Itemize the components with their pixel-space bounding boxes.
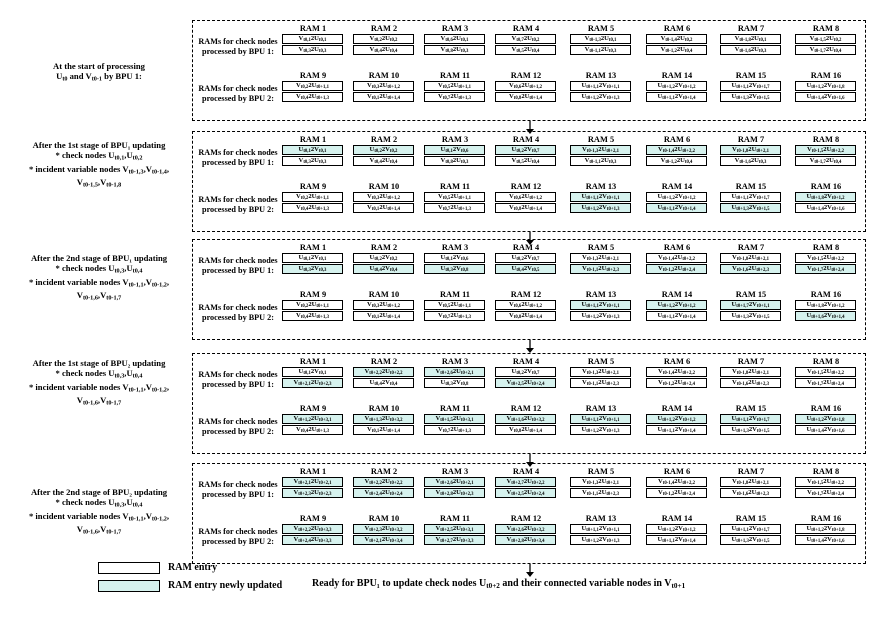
ram-entry: $U_{t0,2}2V_{t0,2}$ xyxy=(353,253,414,263)
ram-title: RAM 15 xyxy=(735,514,767,523)
legend-label-entry: RAM entry xyxy=(168,562,218,573)
ram-entry-updated: $V_{t0+2,6}2U_{t0+2,1}$ xyxy=(424,477,485,487)
stage-box-2 xyxy=(192,131,866,232)
ram-title: RAM 2 xyxy=(370,243,398,252)
ram-title: RAM 5 xyxy=(587,24,615,33)
ram-title: RAM 10 xyxy=(368,404,400,413)
stage-box-4 xyxy=(192,353,866,454)
ram-title: RAM 15 xyxy=(735,290,767,299)
down-arrow-icon xyxy=(524,564,536,578)
ram-title: RAM 3 xyxy=(441,243,469,252)
ram-entry-updated: $U_{t0+1,2}2V_{t0+1,2}$ xyxy=(646,414,707,424)
stage-label-5: After the 2nd stage of BPU₂ updating * check nodes $U_{t0,3},U_{t0,4}$ * incident variable nodes $V_{t0-1,1},V_{t0-1,2}$, $V_{t0-1,6},V_{t0-1,7}$ xyxy=(28,487,170,536)
ram-title: RAM 7 xyxy=(737,24,765,33)
ram-entry-updated: $V_{t0+2,1}2U_{t0+2,3}$ xyxy=(282,378,343,388)
ram-entry: $V_{t0,5}2U_{t0+1,1}$ xyxy=(424,81,485,91)
ram-entry-updated: $U_{t0+1,1}2V_{t0+1,1}$ xyxy=(570,192,631,202)
ram-entry: $V_{t0,8}2U_{t0,3}$ xyxy=(424,45,485,55)
ram-title: RAM 10 xyxy=(368,514,400,523)
ram-entry: $V_{t0,5}2U_{t0,4}$ xyxy=(495,156,556,166)
ram-entry: $U_{t0+1,2}2V_{t0+1,8}$ xyxy=(795,524,856,534)
ram-entry: $V_{t0,8}2U_{t0+1,4}$ xyxy=(495,425,556,435)
ram-entry: $U_{t0+1,2}2V_{t0+1,8}$ xyxy=(795,81,856,91)
ram-title: RAM 5 xyxy=(587,357,615,366)
ram-title: RAM 9 xyxy=(299,182,327,191)
ram-entry: $V_{t0,5}2U_{t0+1,1}$ xyxy=(424,192,485,202)
ram-entry: $U_{t0+1,8}2V_{t0+1,2}$ xyxy=(795,300,856,310)
ram-title: RAM 14 xyxy=(661,404,693,413)
ram-title: RAM 1 xyxy=(299,24,327,33)
ram-title: RAM 11 xyxy=(439,514,470,523)
ram-entry-updated: $V_{t0+1,2}2U_{t0+3,1}$ xyxy=(282,414,343,424)
ram-entry: $V_{t0-1,2}2U_{t0+2,4}$ xyxy=(646,378,707,388)
ram-entry: $V_{t0,6}2U_{t0+1,2}$ xyxy=(495,81,556,91)
ram-entry-updated: $V_{t0+2,8}2U_{t0+3,4}$ xyxy=(495,535,556,545)
ram-title: RAM 9 xyxy=(299,514,327,523)
ram-entry: $V_{t0-1,5}2U_{t0+2,2}$ xyxy=(795,253,856,263)
ram-entry: $U_{t0+1,2}2V_{t0+1,3}$ xyxy=(570,535,631,545)
ram-entry: $U_{t0,2}2V_{t0,7}$ xyxy=(495,253,556,263)
ram-entry: $V_{t0,1}2U_{t0+1,4}$ xyxy=(353,203,414,213)
ram-entry: $V_{t0-1,6}2U_{t0+2,3}$ xyxy=(720,488,781,498)
ram-entry: $V_{t0-1,2}2U_{t0,4}$ xyxy=(646,45,707,55)
ram-entry-updated: $V_{t0+2,6}2U_{t0+3,2}$ xyxy=(495,524,556,534)
ram-entry: $V_{t0-1,8}2U_{t0+2,1}$ xyxy=(720,367,781,377)
ram-title: RAM 13 xyxy=(585,404,617,413)
ram-entry: $V_{t0,2}2U_{t0+1,1}$ xyxy=(282,192,343,202)
ram-entry-updated: $V_{t0+2,1}2U_{t0+3,4}$ xyxy=(353,535,414,545)
ram-entry: $V_{t0-1,5}2U_{t0,2}$ xyxy=(795,34,856,44)
ram-entry: $V_{t0,8}2U_{t0+1,4}$ xyxy=(495,311,556,321)
ram-entry-updated: $V_{t0+1,3}2U_{t0+3,2}$ xyxy=(353,414,414,424)
ram-entry: $V_{t0,4}2U_{t0,4}$ xyxy=(353,45,414,55)
ram-entry: $V_{t0-1,7}2U_{t0+2,4}$ xyxy=(795,488,856,498)
ram-entry: $V_{t0,3}2U_{t0,3}$ xyxy=(282,156,343,166)
ram-entry-updated: $U_{t0,1}2V_{t0,1}$ xyxy=(282,145,343,155)
ram-entry: $V_{t0,4}2U_{t0+1,3}$ xyxy=(282,311,343,321)
ram-entry: $U_{t0+1,1}2V_{t0+1,7}$ xyxy=(720,81,781,91)
bpu-label-2: RAMs for check nodes processed by BPU 2: xyxy=(198,527,278,546)
ram-entry: $U_{t0,1}2V_{t0,6}$ xyxy=(424,253,485,263)
ram-entry-updated: $V_{t0+1,6}2U_{t0+3,2}$ xyxy=(495,414,556,424)
ram-title: RAM 13 xyxy=(585,514,617,523)
ram-entry: $U_{t0,4}2V_{t0,4}$ xyxy=(353,378,414,388)
ram-title: RAM 2 xyxy=(370,357,398,366)
ram-entry-updated: $U_{t0+1,2}2V_{t0+1,2}$ xyxy=(646,300,707,310)
ram-title: RAM 8 xyxy=(812,135,840,144)
ram-entry: $U_{t0+1,1}2V_{t0+1,4}$ xyxy=(646,425,707,435)
ram-title: RAM 16 xyxy=(810,514,842,523)
ram-title: RAM 2 xyxy=(370,467,398,476)
ram-entry: $U_{t0+1,4}2V_{t0+1,6}$ xyxy=(795,535,856,545)
ram-entry-updated: $V_{t0+2,5}2U_{t0+2,4}$ xyxy=(495,488,556,498)
ram-title: RAM 4 xyxy=(512,135,540,144)
ram-entry: $V_{t0,7}2U_{t0+1,3}$ xyxy=(424,92,485,102)
ram-title: RAM 11 xyxy=(439,71,470,80)
ram-title: RAM 7 xyxy=(737,467,765,476)
ram-entry-updated: $V_{t0+2,2}2U_{t0+3,3}$ xyxy=(282,524,343,534)
ram-entry: $U_{t0+1,3}2V_{t0+1,5}$ xyxy=(720,425,781,435)
ram-entry-updated: $U_{t0+1,1}2V_{t0+1,7}$ xyxy=(720,414,781,424)
ram-entry: $V_{t0-1,4}2U_{t0+2,2}$ xyxy=(646,477,707,487)
ram-title: RAM 5 xyxy=(587,467,615,476)
ram-entry: $V_{t0,1}2U_{t0+1,4}$ xyxy=(353,425,414,435)
ram-entry: $U_{t0+1,1}2V_{t0+1,4}$ xyxy=(646,311,707,321)
ram-entry: $U_{t0,1}2V_{t0,1}$ xyxy=(282,253,343,263)
ram-entry-updated: $U_{t0+1,1}2V_{t0+1,1}$ xyxy=(570,300,631,310)
ram-title: RAM 12 xyxy=(510,404,542,413)
ram-entry-updated: $V_{t0+2,6}2U_{t0+2,1}$ xyxy=(424,367,485,377)
stage-label-2: After the 1st stage of BPU₁ updating * check nodes $U_{t0,1},U_{t0,2}$ * incident variable nodes $V_{t0-1,3},V_{t0-1,4}$, $V_{t0-1,5},V_{t0-1,8}$ xyxy=(28,140,170,189)
ram-entry-updated: $U_{t0,1}2V_{t0,6}$ xyxy=(424,145,485,155)
ram-title: RAM 8 xyxy=(812,357,840,366)
ram-title: RAM 14 xyxy=(661,290,693,299)
ram-entry: $V_{t0,2}2U_{t0,2}$ xyxy=(353,34,414,44)
ram-entry-updated: $U_{t0+1,2}2V_{t0+1,3}$ xyxy=(570,203,631,213)
ram-entry: $V_{t0-1,8}2U_{t0,1}$ xyxy=(720,34,781,44)
ram-title: RAM 12 xyxy=(510,71,542,80)
ram-entry-updated: $V_{t0+2,8}2U_{t0+2,3}$ xyxy=(424,488,485,498)
ram-entry: $V_{t0,8}2U_{t0+1,4}$ xyxy=(495,92,556,102)
footer-caption xyxy=(312,578,685,592)
ram-entry-updated: $V_{t0+1,5}2U_{t0+3,1}$ xyxy=(424,414,485,424)
ram-entry: $U_{t0+1,2}2V_{t0+1,3}$ xyxy=(570,92,631,102)
ram-entry-updated: $V_{t0+2,1}2U_{t0+2,1}$ xyxy=(282,477,343,487)
bpu-label-2: RAMs for check nodes processed by BPU 2: xyxy=(198,417,278,436)
ram-entry: $V_{t0-1,5}2U_{t0+2,2}$ xyxy=(795,477,856,487)
ram-title: RAM 13 xyxy=(585,290,617,299)
ram-title: RAM 8 xyxy=(812,467,840,476)
ram-title: RAM 9 xyxy=(299,290,327,299)
ram-entry-updated: $V_{t0-1,2}2U_{t0+2,4}$ xyxy=(646,264,707,274)
ram-entry: $U_{t0+1,1}2V_{t0+1,7}$ xyxy=(720,524,781,534)
ram-title: RAM 8 xyxy=(812,24,840,33)
ram-title: RAM 1 xyxy=(299,357,327,366)
bpu-label-1: RAMs for check nodes processed by BPU 1: xyxy=(198,370,278,389)
ram-entry-updated: $V_{t0-1,1}2U_{t0+2,3}$ xyxy=(570,264,631,274)
ram-title: RAM 11 xyxy=(439,290,470,299)
ram-title: RAM 5 xyxy=(587,135,615,144)
ram-title: RAM 9 xyxy=(299,404,327,413)
ram-entry-updated: $V_{t0-1,5}2U_{t0+2,2}$ xyxy=(795,145,856,155)
ram-title: RAM 3 xyxy=(441,467,469,476)
ram-entry: $V_{t0,2}2U_{t0+1,1}$ xyxy=(282,300,343,310)
ram-entry: $V_{t0,3}2U_{t0,3}$ xyxy=(282,45,343,55)
ram-entry: $V_{t0,7}2U_{t0+1,3}$ xyxy=(424,311,485,321)
bpu-label-1: RAMs for check nodes processed by BPU 1: xyxy=(198,148,278,167)
ram-title: RAM 16 xyxy=(810,404,842,413)
ram-title: RAM 15 xyxy=(735,182,767,191)
ram-entry: $V_{t0-1,6}2U_{t0,3}$ xyxy=(720,45,781,55)
ram-entry: $V_{t0,3}2U_{t0+1,2}$ xyxy=(353,81,414,91)
ram-entry: $V_{t0-1,4}2U_{t0+2,2}$ xyxy=(646,367,707,377)
ram-entry-updated: $V_{t0+2,3}2U_{t0+2,3}$ xyxy=(282,488,343,498)
ram-entry: $U_{t0+1,1}2V_{t0+1,1}$ xyxy=(570,524,631,534)
ram-entry-updated: $V_{t0+2,7}2U_{t0+2,2}$ xyxy=(495,477,556,487)
ram-entry: $V_{t0-1,7}2U_{t0,4}$ xyxy=(795,45,856,55)
ram-title: RAM 1 xyxy=(299,135,327,144)
ram-title: RAM 6 xyxy=(663,467,691,476)
stage-label-3: After the 2nd stage of BPU₁ updating * check nodes $U_{t0,3},U_{t0,4}$ * incident variable nodes $V_{t0-1,1},V_{t0-1,2}$, $V_{t0-1,6},V_{t0-1,7}$ xyxy=(28,253,170,302)
ram-entry: $U_{t0+1,4}2V_{t0+1,6}$ xyxy=(795,425,856,435)
ram-entry: $V_{t0,4}2U_{t0+1,3}$ xyxy=(282,425,343,435)
ram-title: RAM 6 xyxy=(663,24,691,33)
ram-entry: $V_{t0,6}2U_{t0+1,2}$ xyxy=(495,300,556,310)
ram-title: RAM 7 xyxy=(737,135,765,144)
ram-entry: $V_{t0,1}2U_{t0,1}$ xyxy=(282,34,343,44)
ram-entry: $V_{t0-1,8}2U_{t0+2,1}$ xyxy=(720,253,781,263)
ram-entry: $V_{t0-1,5}2U_{t0+2,2}$ xyxy=(795,367,856,377)
ram-entry: $U_{t0+1,3}2V_{t0+1,5}$ xyxy=(720,535,781,545)
bpu-label-2: RAMs for check nodes processed by BPU 2: xyxy=(198,84,278,103)
ram-entry: $U_{t0+1,1}2V_{t0+1,7}$ xyxy=(720,192,781,202)
ram-entry-updated: $U_{t0,3}2V_{t0,3}$ xyxy=(282,264,343,274)
stage-box-5 xyxy=(192,463,866,564)
ram-entry: $V_{t0,1}2U_{t0+1,4}$ xyxy=(353,92,414,102)
ram-entry: $U_{t0+1,4}2V_{t0+1,6}$ xyxy=(795,203,856,213)
ram-entry: $V_{t0,3}2U_{t0+1,2}$ xyxy=(353,192,414,202)
bpu-label-1: RAMs for check nodes processed by BPU 1: xyxy=(198,480,278,499)
ram-entry: $V_{t0,1}2U_{t0+1,4}$ xyxy=(353,311,414,321)
ram-entry: $V_{t0-1,3}2U_{t0+2,1}$ xyxy=(570,477,631,487)
ram-entry: $V_{t0-1,3}2U_{t0+2,1}$ xyxy=(570,367,631,377)
ram-title: RAM 4 xyxy=(512,24,540,33)
ram-title: RAM 1 xyxy=(299,243,327,252)
ram-entry: $U_{t0+1,1}2V_{t0+1,1}$ xyxy=(570,81,631,91)
ram-entry: $V_{t0-1,3}2U_{t0,1}$ xyxy=(570,34,631,44)
ram-entry: $V_{t0,4}2U_{t0,4}$ xyxy=(353,156,414,166)
legend-swatch-entry xyxy=(98,562,160,574)
ram-title: RAM 3 xyxy=(441,24,469,33)
ram-entry: $V_{t0-1,6}2U_{t0,3}$ xyxy=(720,156,781,166)
ram-entry: $U_{t0+1,2}2V_{t0+1,3}$ xyxy=(570,311,631,321)
ram-entry: $U_{t0,3}2V_{t0,8}$ xyxy=(424,378,485,388)
ram-entry: $U_{t0+1,2}2V_{t0+1,2}$ xyxy=(646,524,707,534)
ram-entry: $V_{t0,7}2U_{t0+1,3}$ xyxy=(424,203,485,213)
stage-box-1 xyxy=(192,20,866,121)
ram-entry-updated: $V_{t0+2,2}2U_{t0+2,2}$ xyxy=(353,367,414,377)
ram-entry: $V_{t0,8}2U_{t0+1,4}$ xyxy=(495,203,556,213)
ram-title: RAM 14 xyxy=(661,514,693,523)
ram-entry: $V_{t0-1,6}2U_{t0+2,3}$ xyxy=(720,378,781,388)
ram-entry-updated: $V_{t0+2,4}2U_{t0+3,3}$ xyxy=(282,535,343,545)
ram-entry: $V_{t0-1,2}2U_{t0,4}$ xyxy=(646,156,707,166)
ram-title: RAM 6 xyxy=(663,243,691,252)
ram-entry: $V_{t0,3}2U_{t0+1,2}$ xyxy=(353,300,414,310)
ram-title: RAM 12 xyxy=(510,290,542,299)
ram-title: RAM 15 xyxy=(735,71,767,80)
ram-entry-updated: $U_{t0+1,1}2V_{t0+1,4}$ xyxy=(646,203,707,213)
ram-title: RAM 16 xyxy=(810,71,842,80)
ram-title: RAM 4 xyxy=(512,243,540,252)
legend-swatch-updated xyxy=(98,580,160,592)
ram-entry-updated: $V_{t0+2,3}2U_{t0+3,2}$ xyxy=(353,524,414,534)
ram-entry: $V_{t0,6}2U_{t0+1,2}$ xyxy=(495,192,556,202)
ram-entry-updated: $U_{t0+1,1}2V_{t0+1,1}$ xyxy=(570,414,631,424)
ram-title: RAM 10 xyxy=(368,71,400,80)
ram-title: RAM 6 xyxy=(663,135,691,144)
ram-title: RAM 3 xyxy=(441,135,469,144)
ram-entry: $V_{t0,4}2U_{t0+1,3}$ xyxy=(282,203,343,213)
ram-entry-updated: $V_{t0+2,2}2U_{t0+2,2}$ xyxy=(353,477,414,487)
ram-title: RAM 5 xyxy=(587,243,615,252)
ram-entry-updated: $V_{t0-1,3}2U_{t0+2,1}$ xyxy=(570,145,631,155)
ram-title: RAM 7 xyxy=(737,243,765,252)
ram-entry: $V_{t0,5}2U_{t0,4}$ xyxy=(495,45,556,55)
stage-label-1: At the start of processing $U_{t0}$ and $V_{t0-1}$ by BPU 1: xyxy=(53,61,145,83)
bpu-label-1: RAMs for check nodes processed by BPU 1: xyxy=(198,37,278,56)
ram-entry: $V_{t0-1,1}2U_{t0+2,3}$ xyxy=(570,378,631,388)
ram-title: RAM 9 xyxy=(299,71,327,80)
legend-label-updated: RAM entry newly updated xyxy=(168,580,283,591)
ram-title: RAM 14 xyxy=(661,71,693,80)
ram-title: RAM 16 xyxy=(810,290,842,299)
ram-title: RAM 4 xyxy=(512,467,540,476)
ram-entry-updated: $V_{t0+2,4}2U_{t0+2,4}$ xyxy=(353,488,414,498)
ram-entry: $V_{t0,7}2U_{t0,2}$ xyxy=(495,34,556,44)
ram-title: RAM 10 xyxy=(368,290,400,299)
ram-entry-updated: $V_{t0-1,4}2U_{t0+2,2}$ xyxy=(646,145,707,155)
ram-title: RAM 7 xyxy=(737,357,765,366)
ram-entry-updated: $V_{t0+2,5}2U_{t0+2,4}$ xyxy=(495,378,556,388)
ram-entry: $U_{t0+1,4}2V_{t0+1,6}$ xyxy=(795,92,856,102)
ram-title: RAM 14 xyxy=(661,182,693,191)
ram-entry-updated: $V_{t0-1,7}2U_{t0+2,4}$ xyxy=(795,264,856,274)
ram-entry: $V_{t0,8}2U_{t0,3}$ xyxy=(424,156,485,166)
ram-title: RAM 11 xyxy=(439,182,470,191)
ram-entry-updated: $U_{t0+1,3}2V_{t0+1,5}$ xyxy=(720,203,781,213)
ram-entry: $V_{t0-1,4}2U_{t0+2,2}$ xyxy=(646,253,707,263)
ram-entry: $V_{t0,4}2U_{t0+1,3}$ xyxy=(282,92,343,102)
ram-entry-updated: $U_{t0,4}2V_{t0,4}$ xyxy=(353,264,414,274)
stage-box-3 xyxy=(192,239,866,340)
ram-entry: $V_{t0-1,1}2U_{t0,3}$ xyxy=(570,45,631,55)
ram-title: RAM 3 xyxy=(441,357,469,366)
ram-entry-updated: $V_{t0+2,5}2U_{t0+3,1}$ xyxy=(424,524,485,534)
ram-entry: $V_{t0,2}2U_{t0+1,1}$ xyxy=(282,81,343,91)
ram-title: RAM 6 xyxy=(663,357,691,366)
ram-entry-updated: $V_{t0-1,8}2U_{t0+2,1}$ xyxy=(720,145,781,155)
bpu-label-2: RAMs for check nodes processed by BPU 2: xyxy=(198,195,278,214)
ram-title: RAM 11 xyxy=(439,404,470,413)
down-arrow-icon xyxy=(524,340,536,354)
ram-entry-updated: $V_{t0-1,6}2U_{t0+2,3}$ xyxy=(720,264,781,274)
ram-title: RAM 2 xyxy=(370,24,398,33)
ram-entry: $V_{t0,7}2U_{t0+1,3}$ xyxy=(424,425,485,435)
ram-entry: $U_{t0+1,3}2V_{t0+1,5}$ xyxy=(720,311,781,321)
ram-entry: $U_{t0,1}2V_{t0,1}$ xyxy=(282,367,343,377)
ram-entry: $V_{t0-1,7}2U_{t0,4}$ xyxy=(795,156,856,166)
ram-title: RAM 13 xyxy=(585,71,617,80)
ram-entry: $V_{t0-1,7}2U_{t0+2,4}$ xyxy=(795,378,856,388)
ram-entry: $V_{t0-1,8}2U_{t0+2,1}$ xyxy=(720,477,781,487)
ram-entry-updated: $U_{t0+1,8}2V_{t0+1,2}$ xyxy=(795,192,856,202)
ram-entry-updated: $U_{t0+1,6}2V_{t0+1,4}$ xyxy=(795,311,856,321)
ram-entry: $U_{t0+1,2}2V_{t0+1,2}$ xyxy=(646,81,707,91)
ram-title: RAM 15 xyxy=(735,404,767,413)
ram-entry: $V_{t0-1,2}2U_{t0+2,4}$ xyxy=(646,488,707,498)
ram-entry-updated: $U_{t0+1,7}2V_{t0+1,1}$ xyxy=(720,300,781,310)
ram-entry: $U_{t0+1,2}2V_{t0+1,2}$ xyxy=(646,192,707,202)
ram-entry: $U_{t0+1,2}2V_{t0+1,3}$ xyxy=(570,425,631,435)
ram-entry: $V_{t0-1,1}2U_{t0+2,3}$ xyxy=(570,488,631,498)
ram-entry-updated: $V_{t0+2,7}2U_{t0+3,3}$ xyxy=(424,535,485,545)
ram-title: RAM 8 xyxy=(812,243,840,252)
ram-entry-updated: $U_{t0,4}2V_{t0,5}$ xyxy=(495,264,556,274)
ram-title: RAM 12 xyxy=(510,514,542,523)
ram-title: RAM 4 xyxy=(512,357,540,366)
ram-entry: $V_{t0,5}2U_{t0+1,1}$ xyxy=(424,300,485,310)
ram-entry: $V_{t0-1,4}2U_{t0,2}$ xyxy=(646,34,707,44)
ram-entry: $U_{t0+1,3}2V_{t0+1,5}$ xyxy=(720,92,781,102)
ram-entry-updated: $U_{t0+1,2}2V_{t0+1,8}$ xyxy=(795,414,856,424)
ram-entry: $U_{t0,2}2V_{t0,7}$ xyxy=(495,367,556,377)
ram-entry: $V_{t0-1,1}2U_{t0,3}$ xyxy=(570,156,631,166)
ram-entry-updated: $U_{t0,2}2V_{t0,7}$ xyxy=(495,145,556,155)
bpu-label-1: RAMs for check nodes processed by BPU 1: xyxy=(198,256,278,275)
ram-title: RAM 12 xyxy=(510,182,542,191)
ram-title: RAM 13 xyxy=(585,182,617,191)
ram-title: RAM 1 xyxy=(299,467,327,476)
ram-entry-updated: $U_{t0,2}2V_{t0,2}$ xyxy=(353,145,414,155)
ram-title: RAM 16 xyxy=(810,182,842,191)
bpu-label-2: RAMs for check nodes processed by BPU 2: xyxy=(198,303,278,322)
footer-text: Ready for BPU₁ to update check nodes $U_{t0+2}$ and their connected variable nodes in $V_{t0+1}$ xyxy=(312,578,686,590)
ram-title: RAM 2 xyxy=(370,135,398,144)
ram-entry: $V_{t0-1,3}2U_{t0+2,1}$ xyxy=(570,253,631,263)
ram-title: RAM 10 xyxy=(368,182,400,191)
ram-entry: $U_{t0+1,1}2V_{t0+1,4}$ xyxy=(646,535,707,545)
stage-label-4: After the 1st stage of BPU₂ updating * check nodes $U_{t0,3},U_{t0,4}$ * incident variable nodes $V_{t0-1,1},V_{t0-1,2}$, $V_{t0-1,6},V_{t0-1,7}$ xyxy=(28,358,170,407)
ram-entry: $V_{t0,6}2U_{t0,1}$ xyxy=(424,34,485,44)
ram-entry: $U_{t0+1,1}2V_{t0+1,4}$ xyxy=(646,92,707,102)
ram-entry-updated: $U_{t0,3}2V_{t0,8}$ xyxy=(424,264,485,274)
